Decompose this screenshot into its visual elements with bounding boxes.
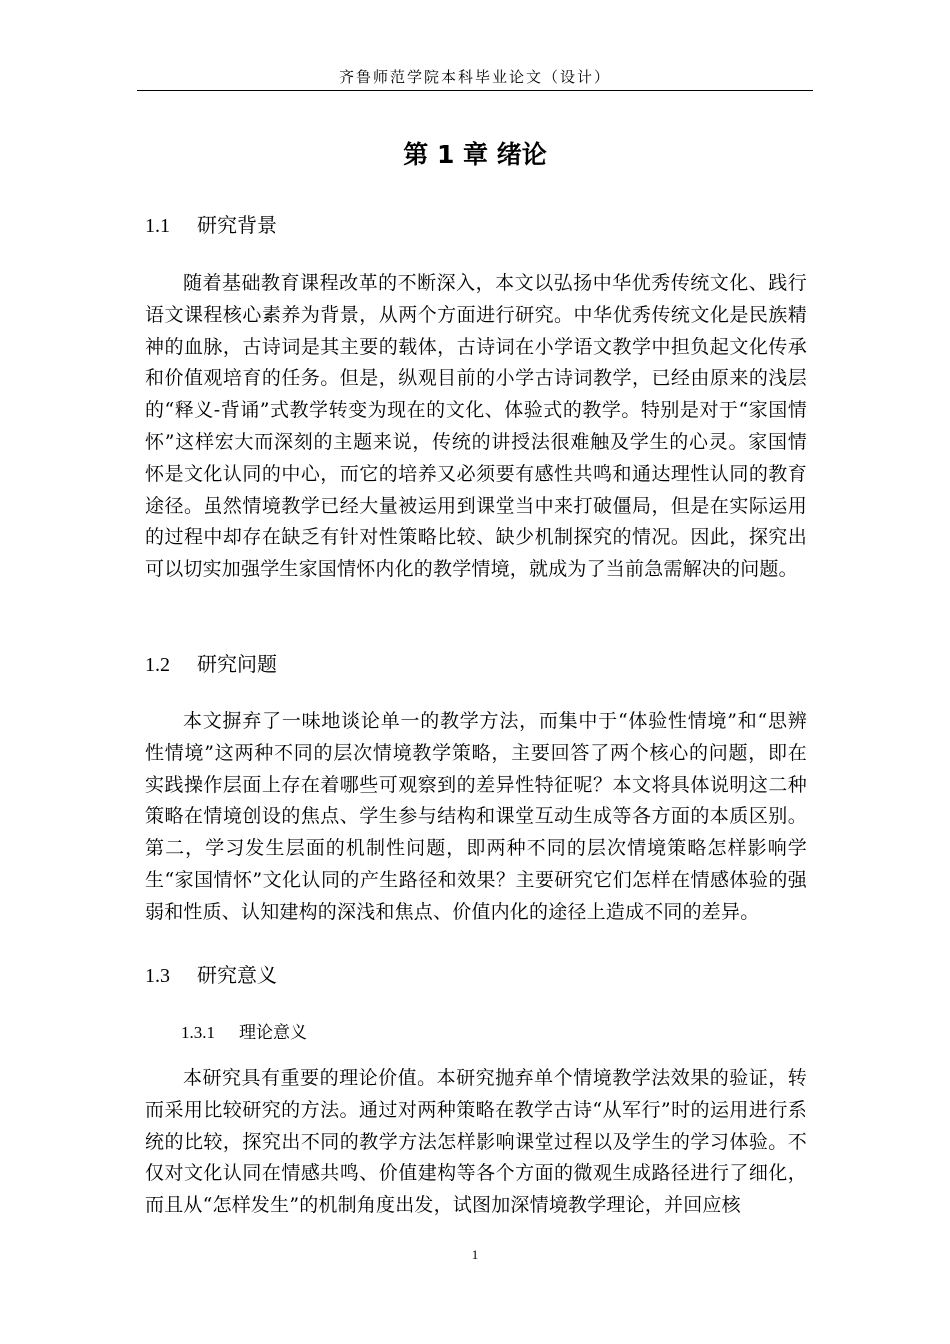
page-header: 齐鲁师范学院本科毕业论文（设计） xyxy=(338,68,611,86)
header-rule xyxy=(137,90,813,91)
body-paragraph: 本研究具有重要的理论价值。本研究抛弃单个情境教学法效果的验证，转而采用比较研究的方法。通过对两种策略在教学古诗“从军行”时的运用进行系统的比较，探究出不同的教学方法怎样影响课堂过程以及学生的学习体验。不仅对文化认同在情感共鸣、价值建构等各个方面的微观生成路径进行了细化，而且从“怎样发生”的机制角度出发，试图加深情境教学理论，并回应核 xyxy=(145,1067,807,1217)
section-heading-1-2 xyxy=(145,650,277,679)
section-number: 1.3 xyxy=(145,965,170,987)
body-paragraph: 随着基础教育课程改革的不断深入，本文以弘扬中华优秀传统文化、践行语文课程核心素养为背景，从两个方面进行研究。中华优秀传统文化是民族精神的血脉，古诗词是其主要的载体，古诗词在小学语文教学中担负起文化传承和价值观培育的任务。但是，纵观目前的小学古诗词教学，已经由原来的浅层的“释义-背诵”式教学转变为现在的文化、体验式的教学。特别是对于“家国情怀”这样宏大而深刻的主题来说，传统的讲授法很难触及学生的心灵。家国情怀是文化认同的中心，而它的培养又必须要有感性共鸣和通达理性认同的教育途径。虽然情境教学已经大量被运用到课堂当中来打破僵局，但是在实际运用的过程中却存在缺乏有针对性策略比较、缺少机制探究的情况。因此，探究出可以切实加强学生家国情怀内化的教学情境，就成为了当前急需解决的问题。 xyxy=(145,272,807,581)
page-number: 1 xyxy=(471,1247,479,1262)
subsection-heading-1-3-1 xyxy=(181,1021,307,1045)
section-heading-1-3 xyxy=(145,961,277,990)
chapter-title: 第 1 章 绪论 xyxy=(403,140,547,169)
body-paragraph: 本文摒弃了一味地谈论单一的教学方法，而集中于“体验性情境”和“思辨性情境”这两种不同的层次情境教学策略，主要回答了两个核心的问题，即在实践操作层面上存在着哪些可观察到的差异性特征呢？本文将具体说明这二种策略在情境创设的焦点、学生参与结构和课堂互动生成等各方面的本质区别。第二，学习发生层面的机制性问题，即两种不同的层次情境策略怎样影响学生“家国情怀”文化认同的产生路径和效果？主要研究它们怎样在情感体验的强弱和性质、认知建构的深浅和焦点、价值内化的途径上造成不同的差异。 xyxy=(145,710,807,923)
section-title: 研究问题 xyxy=(197,652,277,676)
subsection-title: 理论意义 xyxy=(239,1023,307,1043)
section-heading-1-1 xyxy=(145,211,277,240)
subsection-number: 1.3.1 xyxy=(181,1023,215,1042)
section-number: 1.2 xyxy=(145,654,170,676)
section-title: 研究意义 xyxy=(197,963,277,987)
section-title: 研究背景 xyxy=(197,213,277,237)
section-number: 1.1 xyxy=(145,215,170,237)
